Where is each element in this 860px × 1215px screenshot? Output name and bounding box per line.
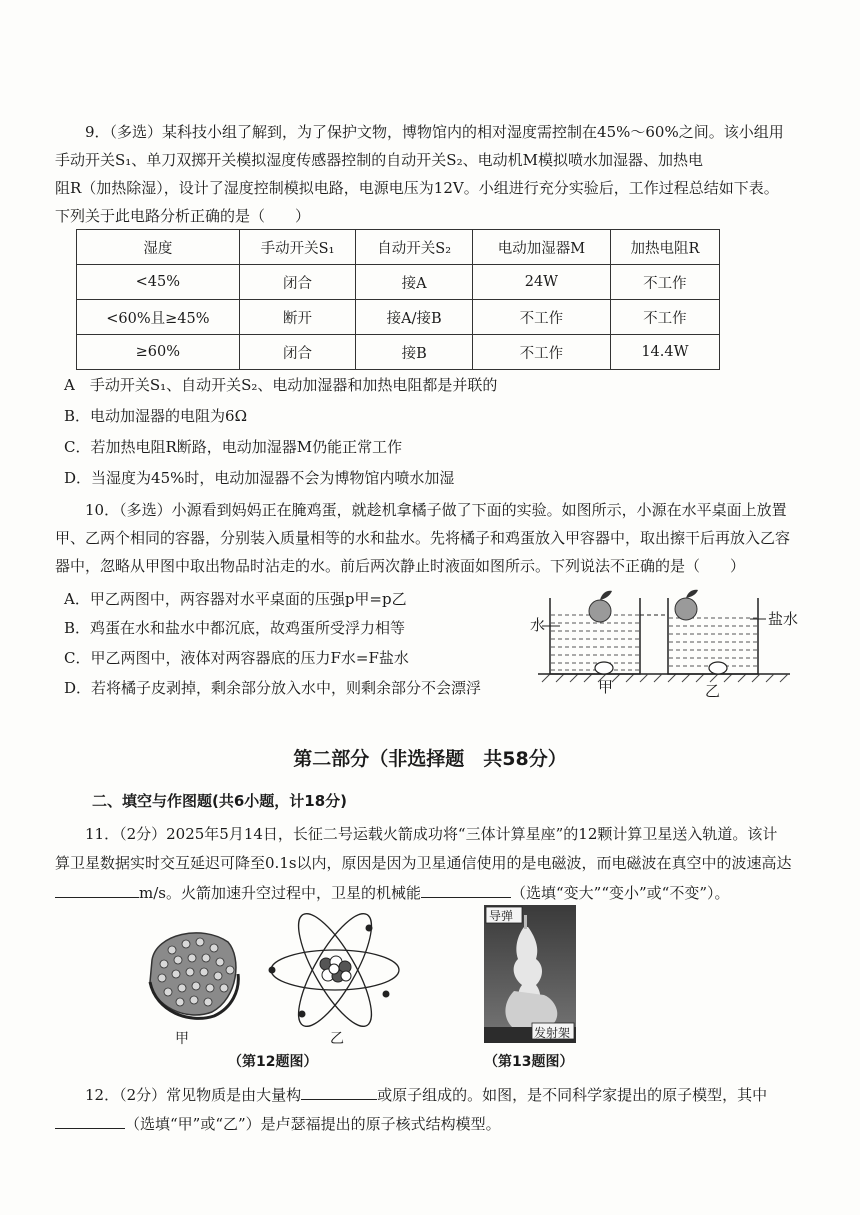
q9-option-c: C．若加热电阻R断路，电动加湿器M仍能正常工作 (64, 438, 403, 456)
answer-blank[interactable] (55, 1112, 125, 1129)
table-cell: 不工作 (472, 335, 610, 370)
plum-pudding-model-figure (142, 920, 242, 1025)
q9-table (76, 229, 720, 370)
q10-option-b: B．鸡蛋在水和盐水中都沉底，故鸡蛋所受浮力相等 (64, 619, 406, 637)
egg-in-water (595, 662, 613, 674)
table-cell: 闭合 (239, 335, 356, 370)
table-cell: <60%且≥45% (77, 300, 240, 335)
table-cell: 接A/接B (356, 300, 473, 335)
salt-water-liquid (669, 618, 757, 666)
missile-launch-photo (484, 905, 576, 1043)
answer-blank[interactable] (301, 1083, 377, 1100)
fig13-caption: （第13题图） (484, 1054, 574, 1070)
fig12-caption: （第12题图） (228, 1054, 318, 1070)
table-cell: ≥60% (77, 335, 240, 370)
q11-line1: 11．（2分）2025年5月14日，长征二号运载火箭成功将“三体计算星座”的12颗计算卫星送入轨道。该计 (85, 825, 778, 843)
section-title: 二、填空与作图题(共6小题，计18分) (92, 792, 348, 810)
table-cell: 不工作 (472, 300, 610, 335)
table-cell: 不工作 (610, 265, 719, 300)
q12-line1 (55, 1081, 815, 1109)
q12-line2 (55, 1110, 815, 1138)
q10-option-c: C．甲乙两图中，液体对两容器底的压力F水=F盐水 (64, 649, 409, 667)
q11-line2: 算卫星数据实时交互延迟可降至0.1s以内，原因是因为卫星通信使用的是电磁波，而电磁波在真空中的波速高达 (55, 854, 792, 872)
q11-line3 (55, 879, 815, 907)
label-jia: 甲 (598, 678, 614, 696)
orange-in-salt-water (675, 598, 697, 620)
orange-leaf (600, 591, 612, 600)
q9-stem-line2: 手动开关S₁、单刀双掷开关模拟湿度传感器控制的自动开关S₂、电动机M模拟喷水加湿器、加热电 (55, 151, 703, 169)
table-hatch (542, 674, 788, 682)
table-header-row (77, 230, 720, 265)
q11-line3-b: （选填“变大”“变小”或“不变”）。 (510, 884, 730, 902)
table-header: 湿度 (77, 230, 240, 265)
water-liquid (551, 615, 639, 670)
answer-blank[interactable] (55, 881, 139, 898)
q10-stem-line2: 甲、乙两个相同的容器，分别装入质量相等的水和盐水。先将橘子和鸡蛋放入甲容器中，取出擦干后再放入乙容 (55, 529, 791, 547)
table-cell: 接B (356, 335, 473, 370)
q10-containers-figure (528, 582, 798, 702)
table-cell: 24W (472, 265, 610, 300)
table-cell: 14.4W (610, 335, 719, 370)
table-row (77, 300, 720, 335)
table-row (77, 335, 720, 370)
q10-stem-line1: 10．（多选）小源看到妈妈正在腌鸡蛋，就趁机拿橘子做了下面的实验。如图所示，小源在水平桌面上放置 (85, 501, 787, 519)
table-cell: <45% (77, 265, 240, 300)
q9-stem-line1: 9．（多选）某科技小组了解到，为了保护文物，博物馆内的相对湿度需控制在45%～60%之间。该小组用 (85, 123, 784, 141)
label-missile: 导弹 (489, 909, 514, 923)
table-header: 加热电阻R (610, 230, 719, 265)
q9-stem-line4: 下列关于此电路分析正确的是（ ） (55, 207, 311, 225)
table-cell: 断开 (239, 300, 356, 335)
table-cell: 闭合 (239, 265, 356, 300)
q12-line1-b: 或原子组成的。如图，是不同科学家提出的原子模型，其中 (377, 1086, 768, 1104)
fig12-label-jia: 甲 (175, 1031, 189, 1047)
answer-blank[interactable] (421, 881, 511, 898)
nuclear-atom-model-figure (268, 912, 403, 1027)
q9-option-a: A 手动开关S₁、自动开关S₂、电动加湿器和加热电阻都是并联的 (64, 376, 498, 394)
label-launcher: 发射架 (534, 1026, 571, 1040)
q11-line3-a: m/s。火箭加速升空过程中，卫星的机械能 (139, 884, 421, 902)
label-salt-water: 盐水 (768, 610, 799, 628)
orange-leaf (686, 590, 698, 598)
q10-option-a: A．甲乙两图中，两容器对水平桌面的压强p甲=p乙 (64, 590, 407, 608)
q10-option-d: D．若将橘子皮剥掉，剩余部分放入水中，则剩余部分不会漂浮 (64, 679, 482, 697)
table-header: 电动加湿器M (472, 230, 610, 265)
table-cell: 不工作 (610, 300, 719, 335)
egg-in-salt-water (709, 662, 727, 674)
q9-option-d: D．当湿度为45%时，电动加湿器不会为博物馆内喷水加湿 (64, 469, 455, 487)
part2-title: 第二部分（非选择题 共58分） (293, 748, 567, 770)
q9-option-b: B．电动加湿器的电阻为6Ω (64, 407, 248, 425)
fig12-label-yi: 乙 (330, 1031, 344, 1047)
q10-stem-line3: 器中，忽略从甲图中取出物品时沾走的水。前后两次静止时液面如图所示。下列说法不正确的是（ ） (55, 557, 746, 575)
table-header: 自动开关S₂ (356, 230, 473, 265)
q9-stem-line3: 阻R（加热除湿），设计了湿度控制模拟电路，电源电压为12V。小组进行充分实验后，工作过程总结如下表。 (55, 179, 779, 197)
orange-in-water (589, 600, 611, 622)
table-row (77, 265, 720, 300)
label-yi: 乙 (705, 682, 721, 700)
table-cell: 接A (356, 265, 473, 300)
label-water: 水 (530, 616, 546, 634)
q12-line2-text: （选填“甲”或“乙”）是卢瑟福提出的原子核式结构模型。 (125, 1115, 501, 1133)
q12-line1-a: 12．（2分）常见物质是由大量构 (85, 1086, 302, 1104)
table-header: 手动开关S₁ (239, 230, 356, 265)
